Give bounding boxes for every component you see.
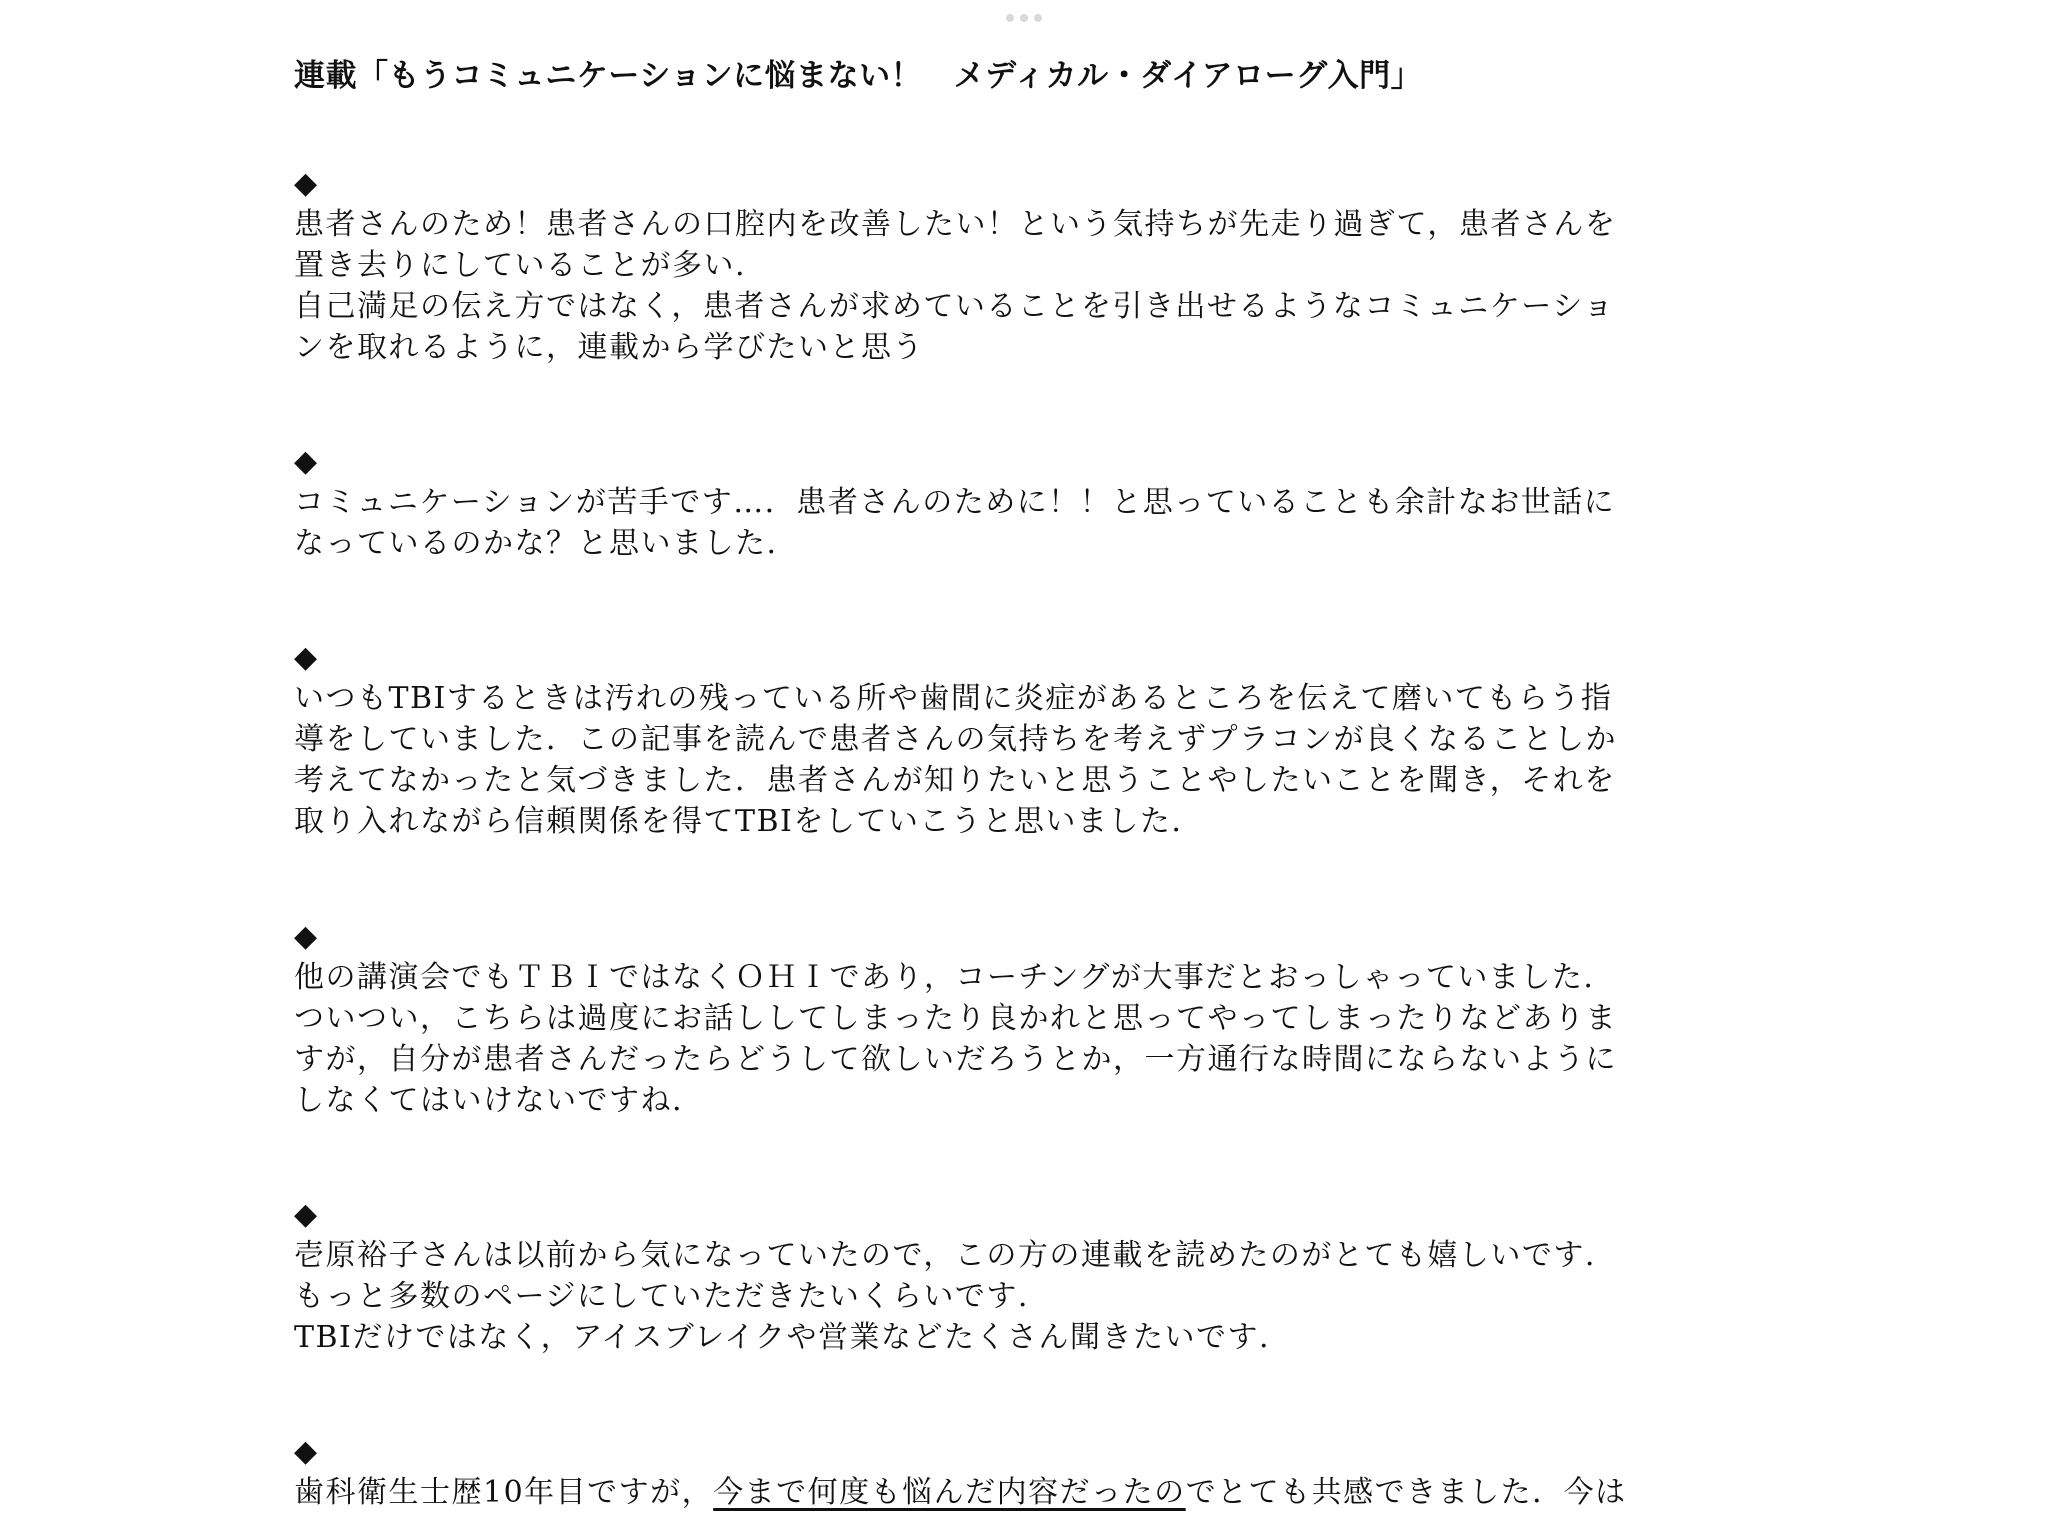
comment-entry <box>294 638 1754 842</box>
drag-handle[interactable] <box>1006 14 1042 22</box>
comment-text: 患者さんのため！患者さんの口腔内を改善したい！という気持ちが先走り過ぎて，患者さんを 置き去りにしていることが多い. 自己満足の伝え方ではなく，患者さんが求めていることを引き出せるようなコミュニケーショ ンを取れるように，連載から学びたいと思う <box>294 207 1617 365</box>
comment-entry <box>294 917 1754 1121</box>
drag-handle-dot <box>1034 14 1042 22</box>
underlined-phrase: 今まで何度も悩んだ内容だったの <box>713 1475 1186 1510</box>
comment-text: 他の講演会でもＴＢＩではなくＯＨＩであり，コーチングが大事だとおっしゃっていました. ついつい，こちらは過度にお話ししてしまったり良かれと思ってやってしまったりなどありま すが，自分が患者さんだったらどうして欲しいだろうとか，一方通行な時間にならないように しなくてはいけないですね. <box>294 960 1617 1118</box>
diamond-bullet-icon: ◆ <box>294 1197 318 1232</box>
diamond-bullet-icon: ◆ <box>294 1434 318 1469</box>
diamond-bullet-icon: ◆ <box>294 919 318 954</box>
document-title: 連載「もうコミュニケーションに悩まない！ メディカル・ダイアローグ入門」 <box>294 58 1423 94</box>
comment-text: 壱原裕子さんは以前から気になっていたので，この方の連載を読めたのがとても嬉しいです. もっと多数のページにしていただきたいくらいです. TBIだけではなく，アイスブレイクや営業などたくさん聞きたいです. <box>294 1238 1596 1355</box>
drag-handle-dot <box>1020 14 1028 22</box>
document-page <box>294 52 1754 1510</box>
comment-entry <box>294 442 1754 564</box>
comment-text: コミュニケーションが苦手です…．患者さんのために！！と思っていることも余計なお世話に なっているのかな？と思いました. <box>294 485 1616 561</box>
comment-entry <box>294 1432 1754 1513</box>
diamond-bullet-icon: ◆ <box>294 444 318 479</box>
diamond-bullet-icon: ◆ <box>294 640 318 675</box>
comment-text: 歯科衛生士歴10年目ですが，今まで何度も悩んだ内容だったのでとても共感できました．今は <box>294 1475 1627 1510</box>
comment-entry <box>294 1195 1754 1358</box>
drag-handle-dot <box>1006 14 1014 22</box>
comment-text: いつもTBIするときは汚れの残っている所や歯間に炎症があるところを伝えて磨いてもらう指 導をしていました．この記事を読んで患者さんの気持ちを考えずプラコンが良くなることしか 考えてなかったと気づきました．患者さんが知りたいと思うことやしたいことを聞き，それを 取り入れながら信頼関係を得てTBIをしていこうと思いました. <box>294 681 1617 839</box>
diamond-bullet-icon: ◆ <box>294 166 318 201</box>
comment-entry <box>294 164 1754 368</box>
